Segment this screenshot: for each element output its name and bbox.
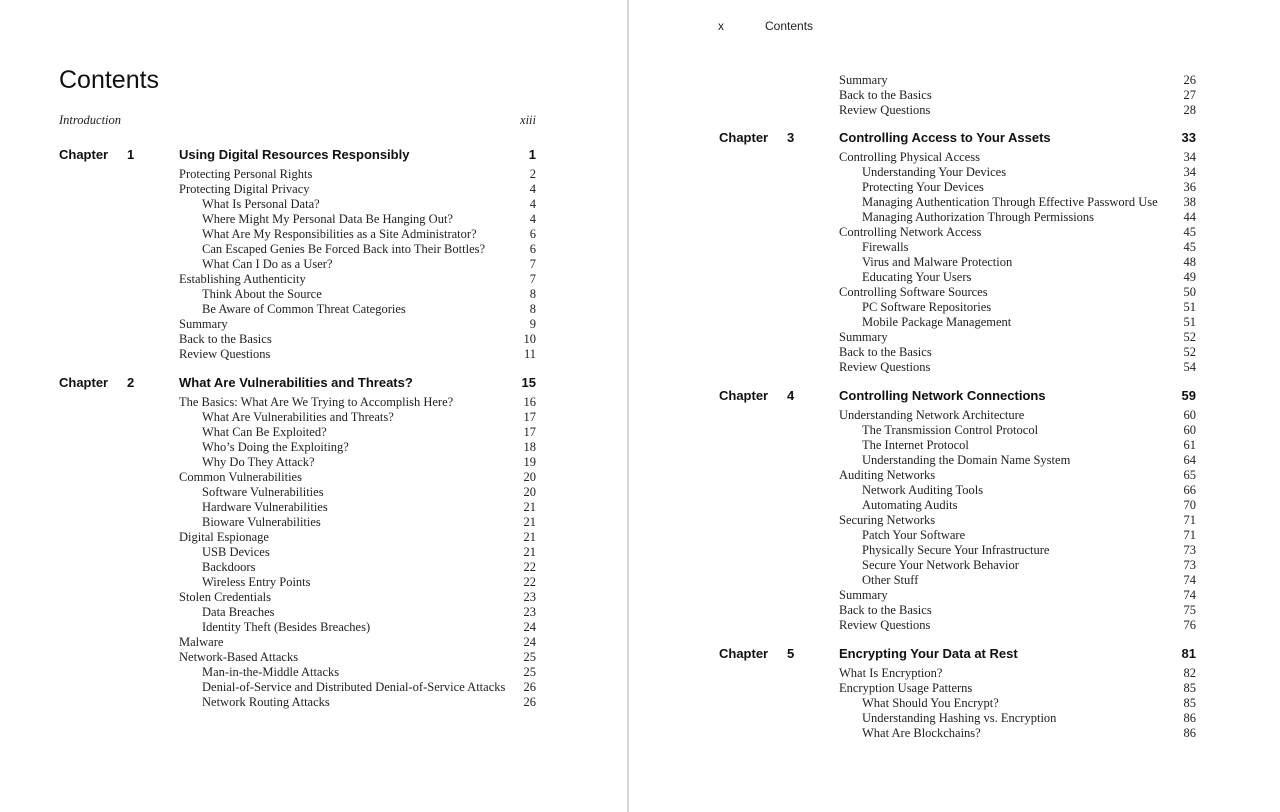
chapter-heading[interactable]: [59, 147, 536, 167]
toc-entry[interactable]: [719, 603, 1196, 618]
toc-entry-title: Wireless Entry Points: [202, 575, 311, 589]
chapter-page: 15: [521, 375, 536, 390]
toc-entry-page: 26: [523, 680, 536, 694]
chapter-title: What Are Vulnerabilities and Threats?: [179, 375, 413, 390]
chapter-page: 33: [1181, 130, 1196, 145]
toc-entry[interactable]: [719, 558, 1196, 573]
toc-entry-title: Network Routing Attacks: [202, 695, 330, 709]
chapter-heading[interactable]: [59, 375, 536, 395]
chapter-number: 1: [127, 147, 135, 162]
toc-entry[interactable]: [59, 197, 536, 212]
toc-entry[interactable]: [719, 618, 1196, 633]
toc-entry-page: 85: [1183, 696, 1196, 710]
toc-entry-page: 8: [529, 302, 536, 316]
toc-entry[interactable]: [719, 345, 1196, 360]
right-page: [630, 0, 1280, 812]
toc-entry[interactable]: [59, 485, 536, 500]
toc-entry-title: Understanding Network Architecture: [839, 408, 1025, 422]
toc-entry-page: 16: [523, 395, 536, 409]
chapter-number: 2: [127, 375, 135, 390]
toc-entry-title: What Are Vulnerabilities and Threats?: [202, 410, 394, 424]
toc-entry-title: Automating Audits: [862, 498, 958, 512]
toc-entry[interactable]: [59, 227, 536, 242]
toc-entry-page: 52: [1183, 345, 1196, 359]
toc-entry-page: 49: [1183, 270, 1196, 284]
toc-entry[interactable]: [59, 680, 536, 695]
toc-entry-page: 26: [1183, 73, 1196, 87]
toc-entry[interactable]: [59, 590, 536, 605]
toc-entry[interactable]: [719, 150, 1196, 165]
toc-entry-title: Summary: [839, 588, 888, 602]
toc-entry-page: 73: [1183, 543, 1196, 557]
toc-entry[interactable]: [59, 545, 536, 560]
toc-introduction[interactable]: [59, 113, 536, 128]
toc-entry[interactable]: [719, 300, 1196, 315]
toc-entry-page: 54: [1183, 360, 1196, 374]
toc-entry[interactable]: [59, 347, 536, 362]
toc-entry-page: 25: [523, 665, 536, 679]
toc-entry-title: Software Vulnerabilities: [202, 485, 324, 499]
chapter-heading[interactable]: [719, 646, 1196, 666]
toc-entry-page: 9: [529, 317, 536, 331]
toc-entry[interactable]: [59, 257, 536, 272]
toc-entry-title: Data Breaches: [202, 605, 275, 619]
toc-entry[interactable]: [719, 438, 1196, 453]
toc-entry-title: Physically Secure Your Infrastructure: [862, 543, 1050, 557]
toc-entry-title: Understanding Your Devices: [862, 165, 1007, 179]
toc-entry-page: 11: [523, 347, 536, 361]
toc-entry-page: 26: [523, 695, 536, 709]
toc-entry-title: Summary: [839, 330, 888, 344]
chapter-block-5: [719, 646, 1196, 741]
toc-entry[interactable]: [59, 500, 536, 515]
chapter-title: Encrypting Your Data at Rest: [839, 646, 1018, 661]
toc-entry-title: Controlling Physical Access: [839, 150, 980, 164]
toc-entry-title: What Is Personal Data?: [202, 197, 320, 211]
toc-entry[interactable]: [59, 575, 536, 590]
toc-entry-title: Educating Your Users: [862, 270, 972, 284]
toc-entry[interactable]: [59, 455, 536, 470]
toc-entry-page: 74: [1183, 588, 1196, 602]
chapter-entries: [719, 408, 1196, 633]
toc-entry-title: Review Questions: [839, 103, 931, 117]
toc-entry-title: Other Stuff: [862, 573, 919, 587]
toc-entry-title: Review Questions: [839, 360, 931, 374]
toc-entry-title: Virus and Malware Protection: [862, 255, 1013, 269]
toc-entry[interactable]: [719, 681, 1196, 696]
toc-entry-page: 21: [523, 530, 536, 544]
toc-entry[interactable]: [719, 315, 1196, 330]
toc-entry[interactable]: [719, 270, 1196, 285]
toc-entry[interactable]: [719, 360, 1196, 375]
toc-entry[interactable]: [719, 165, 1196, 180]
toc-entry-title: Network Auditing Tools: [862, 483, 984, 497]
toc-entry-title: Auditing Networks: [839, 468, 936, 482]
toc-entry-title: Digital Espionage: [179, 530, 269, 544]
toc-entry-page: 27: [1183, 88, 1196, 102]
toc-entry-page: 38: [1183, 195, 1196, 209]
toc-entry-title: Controlling Network Access: [839, 225, 982, 239]
toc-entry[interactable]: [59, 182, 536, 197]
toc-entry-title: Protecting Digital Privacy: [179, 182, 310, 196]
toc-entry-title: Summary: [179, 317, 228, 331]
contents-title: Contents: [59, 66, 160, 94]
toc-entry[interactable]: [59, 287, 536, 302]
toc-entry-page: 65: [1183, 468, 1196, 482]
toc-entry-title: Understanding Hashing vs. Encryption: [862, 711, 1057, 725]
toc-entry-page: 21: [523, 545, 536, 559]
toc-entry[interactable]: [59, 650, 536, 665]
toc-entry-page: 44: [1183, 210, 1196, 224]
toc-entry-title: What Are Blockchains?: [862, 726, 981, 740]
toc-entry-title: Patch Your Software: [862, 528, 966, 542]
toc-entry[interactable]: [719, 726, 1196, 741]
chapter-page: 1: [528, 147, 536, 162]
toc-entry-title: Back to the Basics: [179, 332, 272, 346]
toc-entry[interactable]: [719, 195, 1196, 210]
toc-entry[interactable]: [719, 103, 1196, 118]
toc-entry-title: What Is Encryption?: [839, 666, 943, 680]
toc-entry-page: 34: [1183, 150, 1196, 164]
toc-entry[interactable]: [59, 395, 536, 410]
toc-entry[interactable]: [59, 302, 536, 317]
toc-entry-page: 24: [523, 620, 536, 634]
toc-entry[interactable]: [719, 588, 1196, 603]
toc-entry-title: Mobile Package Management: [862, 315, 1012, 329]
toc-entry[interactable]: [719, 453, 1196, 468]
toc-entry-page: 48: [1183, 255, 1196, 269]
toc-entry-page: 64: [1183, 453, 1196, 467]
toc-entry-title: Back to the Basics: [839, 88, 932, 102]
toc-entry-title: Hardware Vulnerabilities: [202, 500, 328, 514]
toc-entry[interactable]: [59, 212, 536, 227]
toc-entry-page: 10: [523, 332, 536, 346]
toc-entry-page: 21: [523, 500, 536, 514]
toc-entry-page: 76: [1183, 618, 1196, 632]
toc-entry-title: Backdoors: [202, 560, 256, 574]
toc-entry-page: 36: [1183, 180, 1196, 194]
toc-entry-title: Why Do They Attack?: [202, 455, 315, 469]
toc-entry[interactable]: [719, 408, 1196, 423]
toc-entry-title: Encryption Usage Patterns: [839, 681, 973, 695]
toc-entry-page: 17: [523, 410, 536, 424]
toc-entry[interactable]: [719, 255, 1196, 270]
toc-entry-title: USB Devices: [202, 545, 270, 559]
toc-entry-title: The Transmission Control Protocol: [862, 423, 1039, 437]
toc-entry[interactable]: [719, 423, 1196, 438]
toc-entry[interactable]: [59, 515, 536, 530]
chapter-entries: [59, 395, 536, 710]
left-page: [0, 0, 628, 812]
toc-entry-title: What Are My Responsibilities as a Site Administrator?: [202, 227, 477, 241]
toc-entry-title: Secure Your Network Behavior: [862, 558, 1019, 572]
toc-entry[interactable]: [59, 167, 536, 182]
toc-entry-title: Firewalls: [862, 240, 909, 254]
toc-entry-page: 20: [523, 470, 536, 484]
toc-entry-page: 70: [1183, 498, 1196, 512]
toc-entry-page: 25: [523, 650, 536, 664]
toc-entry[interactable]: [719, 711, 1196, 726]
toc-entry[interactable]: [59, 530, 536, 545]
chapter-heading[interactable]: [719, 388, 1196, 408]
toc-entry-title: Where Might My Personal Data Be Hanging Out?: [202, 212, 453, 226]
toc-entry-title: Man-in-the-Middle Attacks: [202, 665, 340, 679]
toc-entry-page: 22: [523, 575, 536, 589]
toc-entry-title: The Basics: What Are We Trying to Accomplish Here?: [179, 395, 454, 409]
toc-entry-page: 71: [1183, 513, 1196, 527]
toc-entry-page: 34: [1183, 165, 1196, 179]
toc-entry-page: 2: [529, 167, 536, 181]
toc-entry[interactable]: [59, 317, 536, 332]
chapter-block-2: [59, 375, 536, 710]
introduction-page: xiii: [520, 113, 536, 127]
toc-entry-page: 73: [1183, 558, 1196, 572]
chapter-title: Controlling Network Connections: [839, 388, 1046, 403]
continued-entry-list: [719, 73, 1196, 118]
toc-entry-title: What Can I Do as a User?: [202, 257, 333, 271]
chapter-label: Chapter: [719, 388, 769, 403]
toc-entry[interactable]: [59, 272, 536, 287]
toc-entry-page: 8: [529, 287, 536, 301]
toc-entry-page: 66: [1183, 483, 1196, 497]
toc-entry-title: Review Questions: [179, 347, 271, 361]
toc-entry[interactable]: [719, 573, 1196, 588]
toc-entry[interactable]: [59, 440, 536, 455]
toc-entry-page: 6: [529, 227, 536, 241]
toc-entry[interactable]: [59, 635, 536, 650]
chapter-heading[interactable]: [719, 130, 1196, 150]
toc-entry[interactable]: [59, 410, 536, 425]
chapter-block-1: [59, 147, 536, 362]
chapter-title: Using Digital Resources Responsibly: [179, 147, 410, 162]
toc-entry-title: Protecting Your Devices: [862, 180, 984, 194]
toc-entry-page: 23: [523, 605, 536, 619]
toc-entry[interactable]: [59, 560, 536, 575]
toc-entry-page: 28: [1183, 103, 1196, 117]
toc-entry[interactable]: [719, 330, 1196, 345]
page-divider: [627, 0, 629, 812]
toc-entry-page: 60: [1183, 423, 1196, 437]
chapter-label: Chapter: [59, 375, 109, 390]
toc-entry-page: 51: [1183, 300, 1196, 314]
toc-entry-page: 4: [529, 212, 536, 226]
toc-entry-page: 86: [1183, 726, 1196, 740]
toc-entry-page: 4: [529, 182, 536, 196]
toc-entry[interactable]: [59, 242, 536, 257]
toc-entry[interactable]: [59, 605, 536, 620]
toc-entry-title: What Can Be Exploited?: [202, 425, 327, 439]
toc-entry-title: Protecting Personal Rights: [179, 167, 313, 181]
toc-entry[interactable]: [59, 332, 536, 347]
chapter-number: 5: [787, 646, 795, 661]
toc-entry-page: 7: [529, 272, 536, 286]
chapter-entries: [719, 666, 1196, 741]
toc-entry[interactable]: [719, 528, 1196, 543]
toc-entry-page: 60: [1183, 408, 1196, 422]
toc-entry-title: PC Software Repositories: [862, 300, 992, 314]
chapter-block-3: [719, 130, 1196, 375]
chapter-entries: [59, 167, 536, 362]
toc-entry-title: Controlling Software Sources: [839, 285, 988, 299]
toc-entry-title: Be Aware of Common Threat Categories: [202, 302, 406, 316]
chapter-entries: [719, 150, 1196, 375]
toc-entry[interactable]: [719, 468, 1196, 483]
chapter-title: Controlling Access to Your Assets: [839, 130, 1051, 145]
toc-entry-title: Denial-of-Service and Distributed Denial-of-Service Attacks: [202, 680, 506, 694]
running-header-page-number: x: [718, 19, 724, 33]
toc-entry-title: Review Questions: [839, 618, 931, 632]
toc-entry-page: 75: [1183, 603, 1196, 617]
toc-entry-page: 71: [1183, 528, 1196, 542]
toc-entry-page: 17: [523, 425, 536, 439]
toc-entry-page: 51: [1183, 315, 1196, 329]
toc-entry[interactable]: [59, 470, 536, 485]
chapter-number: 3: [787, 130, 795, 145]
toc-entry-title: Back to the Basics: [839, 345, 932, 359]
toc-entry-page: 23: [523, 590, 536, 604]
toc-entry[interactable]: [719, 180, 1196, 195]
chapter-label: Chapter: [59, 147, 109, 162]
toc-entry-title: The Internet Protocol: [862, 438, 969, 452]
toc-entry[interactable]: [719, 483, 1196, 498]
toc-entry-page: 7: [529, 257, 536, 271]
toc-entry[interactable]: [719, 88, 1196, 103]
toc-entry[interactable]: [719, 285, 1196, 300]
toc-entry-page: 6: [529, 242, 536, 256]
toc-entry[interactable]: [719, 696, 1196, 711]
toc-entry-page: 74: [1183, 573, 1196, 587]
toc-entry-page: 20: [523, 485, 536, 499]
toc-entry[interactable]: [719, 210, 1196, 225]
toc-entry-page: 82: [1183, 666, 1196, 680]
toc-entry-title: Malware: [179, 635, 224, 649]
toc-entry-title: Securing Networks: [839, 513, 936, 527]
toc-entry-title: Back to the Basics: [839, 603, 932, 617]
toc-entry-page: 24: [523, 635, 536, 649]
toc-entry[interactable]: [719, 73, 1196, 88]
chapter-page: 59: [1181, 388, 1196, 403]
toc-entry-title: Identity Theft (Besides Breaches): [202, 620, 371, 634]
toc-entry[interactable]: [59, 620, 536, 635]
toc-entry-page: 45: [1183, 240, 1196, 254]
toc-entry-title: Bioware Vulnerabilities: [202, 515, 321, 529]
toc-entry-page: 21: [523, 515, 536, 529]
toc-entry[interactable]: [59, 665, 536, 680]
toc-entry-title: Establishing Authenticity: [179, 272, 306, 286]
toc-entry-page: 52: [1183, 330, 1196, 344]
toc-entry-title: Think About the Source: [202, 287, 322, 301]
toc-entry-page: 18: [523, 440, 536, 454]
toc-entry-title: What Should You Encrypt?: [862, 696, 999, 710]
toc-entry[interactable]: [719, 543, 1196, 558]
running-header-title: Contents: [765, 19, 814, 33]
toc-entry[interactable]: [719, 225, 1196, 240]
toc-entry-title: Can Escaped Genies Be Forced Back into Their Bottles?: [202, 242, 486, 256]
chapter-label: Chapter: [719, 130, 769, 145]
chapter-page: 81: [1181, 646, 1196, 661]
introduction-label: Introduction: [59, 113, 122, 127]
toc-entry[interactable]: [719, 240, 1196, 255]
continued-entries: [719, 73, 1196, 118]
toc-entry[interactable]: [719, 666, 1196, 681]
toc-entry[interactable]: [59, 425, 536, 440]
chapter-label: Chapter: [719, 646, 769, 661]
toc-entry-title: Managing Authentication Through Effective Password Use: [862, 195, 1158, 209]
chapter-number: 4: [787, 388, 795, 403]
toc-entry-title: Understanding the Domain Name System: [862, 453, 1071, 467]
toc-entry-title: Common Vulnerabilities: [179, 470, 302, 484]
toc-entry-title: Network-Based Attacks: [179, 650, 299, 664]
toc-entry[interactable]: [59, 695, 536, 710]
toc-entry[interactable]: [719, 498, 1196, 513]
toc-entry-page: 85: [1183, 681, 1196, 695]
chapter-block-4: [719, 388, 1196, 633]
toc-entry-page: 45: [1183, 225, 1196, 239]
toc-entry-page: 86: [1183, 711, 1196, 725]
toc-entry-title: Summary: [839, 73, 888, 87]
toc-entry-title: Stolen Credentials: [179, 590, 271, 604]
toc-entry-page: 19: [523, 455, 536, 469]
toc-entry[interactable]: [719, 513, 1196, 528]
toc-entry-page: 61: [1183, 438, 1196, 452]
toc-entry-page: 50: [1183, 285, 1196, 299]
toc-entry-page: 22: [523, 560, 536, 574]
toc-entry-title: Who’s Doing the Exploiting?: [202, 440, 349, 454]
toc-entry-title: Managing Authorization Through Permissions: [862, 210, 1095, 224]
toc-entry-page: 4: [529, 197, 536, 211]
